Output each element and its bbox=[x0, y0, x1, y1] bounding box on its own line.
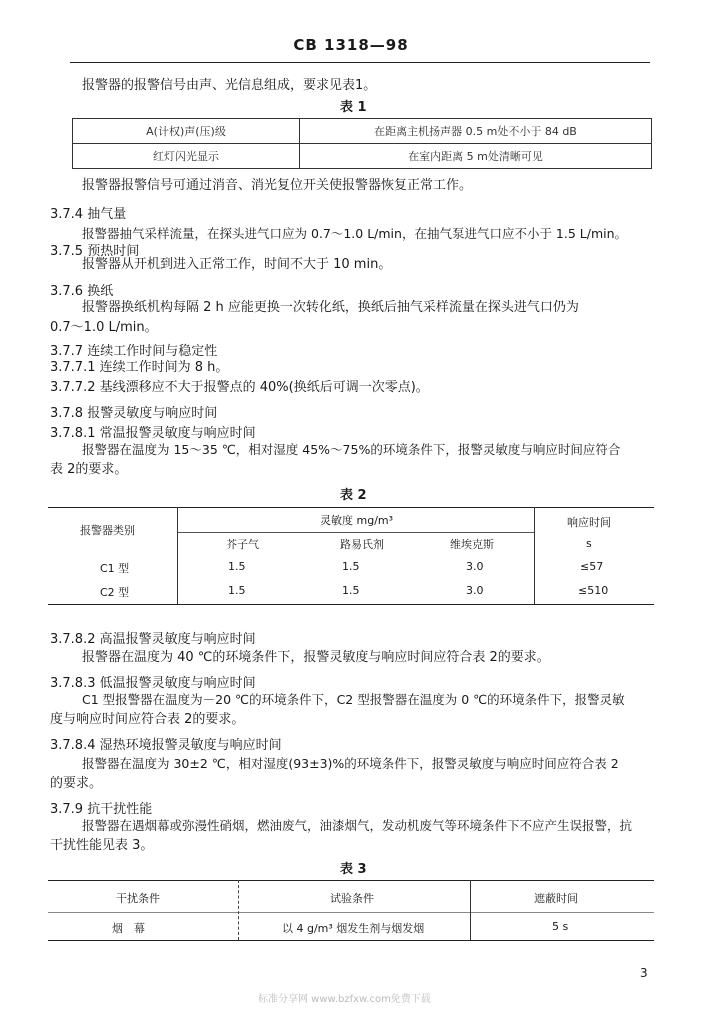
table3-header: 遮蔽时间 bbox=[534, 892, 578, 905]
section-text: 报警器在遇烟幕或弥漫性硝烟，燃油废气，油漆烟气，发动机废气等环境条件下不应产生误报警，抗 bbox=[82, 818, 633, 833]
section-title: 3.7.4 抽气量 bbox=[50, 207, 127, 222]
table-1 bbox=[72, 118, 652, 169]
section-text: C1 型报警器在温度为－20 ℃的环境条件下，C2 型报警器在温度为 0 ℃的环境条件下，报警灵敏 bbox=[82, 692, 625, 707]
after-table1-text: 报警器报警信号可通过消音、消光复位开关使报警器恢复正常工作。 bbox=[82, 178, 473, 193]
table2-bottom-rule bbox=[48, 604, 654, 605]
section-text: 的要求。 bbox=[50, 776, 103, 791]
table2-cell: 1.5 bbox=[342, 584, 360, 597]
section-text: 3.7.7.1 连续工作时间为 8 h。 bbox=[50, 360, 229, 375]
section-text: 报警器在温度为 40 ℃的环境条件下，报警灵敏度与响应时间应符合表 2的要求。 bbox=[82, 650, 550, 665]
table3-header: 干扰条件 bbox=[116, 892, 160, 905]
table1-caption: 表 1 bbox=[340, 100, 367, 115]
table2-cell: 1.5 bbox=[228, 584, 246, 597]
section-text: 3.7.7.2 基线漂移应不大于报警点的 40%(换纸后可调一次零点)。 bbox=[50, 380, 429, 395]
section-title: 3.7.5 预热时间 bbox=[50, 244, 140, 259]
table2-subcol: 路易氏剂 bbox=[340, 538, 384, 551]
table2-sub-rule bbox=[178, 532, 534, 533]
table2-time-unit: s bbox=[586, 537, 592, 550]
section-text: 报警器在温度为 15～35 ℃，相对湿度 45%～75%的环境条件下，报警灵敏度与响应时间应符合 bbox=[82, 442, 621, 457]
table3-header: 试验条件 bbox=[330, 892, 374, 905]
table1-cell: 红灯闪光显示 bbox=[73, 144, 300, 169]
table2-cell: C1 型 bbox=[100, 562, 130, 575]
table2-caption: 表 2 bbox=[340, 488, 367, 503]
page-number: 3 bbox=[640, 966, 648, 980]
section-text: 报警器在温度为 30±2 ℃，相对湿度(93±3)%的环境条件下，报警灵敏度与响应时间应符合表 2 bbox=[82, 756, 619, 771]
table2-cell: ≤510 bbox=[578, 584, 609, 597]
watermark: 标准分享网 www.bzfxw.com免费下载 bbox=[258, 994, 431, 1005]
table-row bbox=[73, 144, 652, 169]
table1-cell: 在距离主机扬声器 0.5 m处不小于 84 dB bbox=[300, 119, 652, 144]
table2-subcol: 芥子气 bbox=[226, 538, 259, 551]
table-row bbox=[73, 119, 652, 144]
section-title: 3.7.8.4 湿热环境报警灵敏度与响应时间 bbox=[50, 738, 282, 753]
table3-mid-rule bbox=[48, 912, 654, 913]
table2-vline bbox=[177, 507, 178, 604]
section-text: 报警器从开机到进入正常工作，时间不大于 10 min。 bbox=[82, 257, 392, 272]
section-title: 3.7.9 抗干扰性能 bbox=[50, 802, 153, 817]
section-title: 3.7.8.2 高温报警灵敏度与响应时间 bbox=[50, 632, 256, 647]
section-text: 度与响应时间应符合表 2的要求。 bbox=[50, 712, 245, 727]
section-text: 表 2的要求。 bbox=[50, 462, 128, 477]
table2-top-rule bbox=[48, 507, 654, 508]
table2-vline bbox=[534, 507, 535, 604]
table1-cell: A(计权)声(压)级 bbox=[73, 119, 300, 144]
table3-top-rule bbox=[48, 880, 654, 881]
table3-cell: 5 s bbox=[552, 920, 569, 933]
table3-vline bbox=[470, 880, 471, 940]
table2-cell: 3.0 bbox=[466, 560, 484, 573]
table3-bottom-rule bbox=[48, 940, 654, 941]
section-text: 报警器抽气采样流量，在探头进气口应为 0.7～1.0 L/min，在抽气泵进气口应不小于 1.5 L/min。 bbox=[82, 226, 628, 241]
section-title: 3.7.6 换纸 bbox=[50, 284, 114, 299]
section-title: 3.7.8.3 低温报警灵敏度与响应时间 bbox=[50, 676, 256, 691]
intro-text: 报警器的报警信号由声、光信息组成，要求见表1。 bbox=[82, 78, 377, 93]
table1-cell: 在室内距离 5 m处清晰可见 bbox=[300, 144, 652, 169]
header-rule bbox=[70, 62, 650, 63]
section-title: 3.7.7 连续工作时间与稳定性 bbox=[50, 344, 218, 359]
table2-col-sens: 灵敏度 mg/m³ bbox=[320, 514, 394, 527]
table2-cell: 3.0 bbox=[466, 584, 484, 597]
section-title: 3.7.8 报警灵敏度与响应时间 bbox=[50, 406, 218, 421]
table2-cell: 1.5 bbox=[228, 560, 246, 573]
table2-cell: 1.5 bbox=[342, 560, 360, 573]
table3-vline bbox=[238, 880, 239, 940]
table3-cell: 以 4 g/m³ 烟发生剂与烟发烟 bbox=[282, 922, 425, 935]
standard-number: CB 1318—98 bbox=[293, 36, 409, 54]
table3-caption: 表 3 bbox=[340, 862, 367, 877]
table2-cell: C2 型 bbox=[100, 586, 130, 599]
table2-col-type: 报警器类别 bbox=[80, 524, 135, 537]
section-title: 3.7.8.1 常温报警灵敏度与响应时间 bbox=[50, 426, 256, 441]
table3-cell: 烟 幕 bbox=[112, 922, 145, 935]
table2-col-time: 响应时间 bbox=[567, 516, 611, 529]
section-text: 0.7～1.0 L/min。 bbox=[50, 320, 158, 335]
table2-subcol: 维埃克斯 bbox=[450, 538, 494, 551]
table2-cell: ≤57 bbox=[580, 560, 604, 573]
section-text: 干扰性能见表 3。 bbox=[50, 838, 154, 853]
section-text: 报警器换纸机构每隔 2 h 应能更换一次转化纸，换纸后抽气采样流量在探头进气口仍为 bbox=[82, 300, 579, 315]
